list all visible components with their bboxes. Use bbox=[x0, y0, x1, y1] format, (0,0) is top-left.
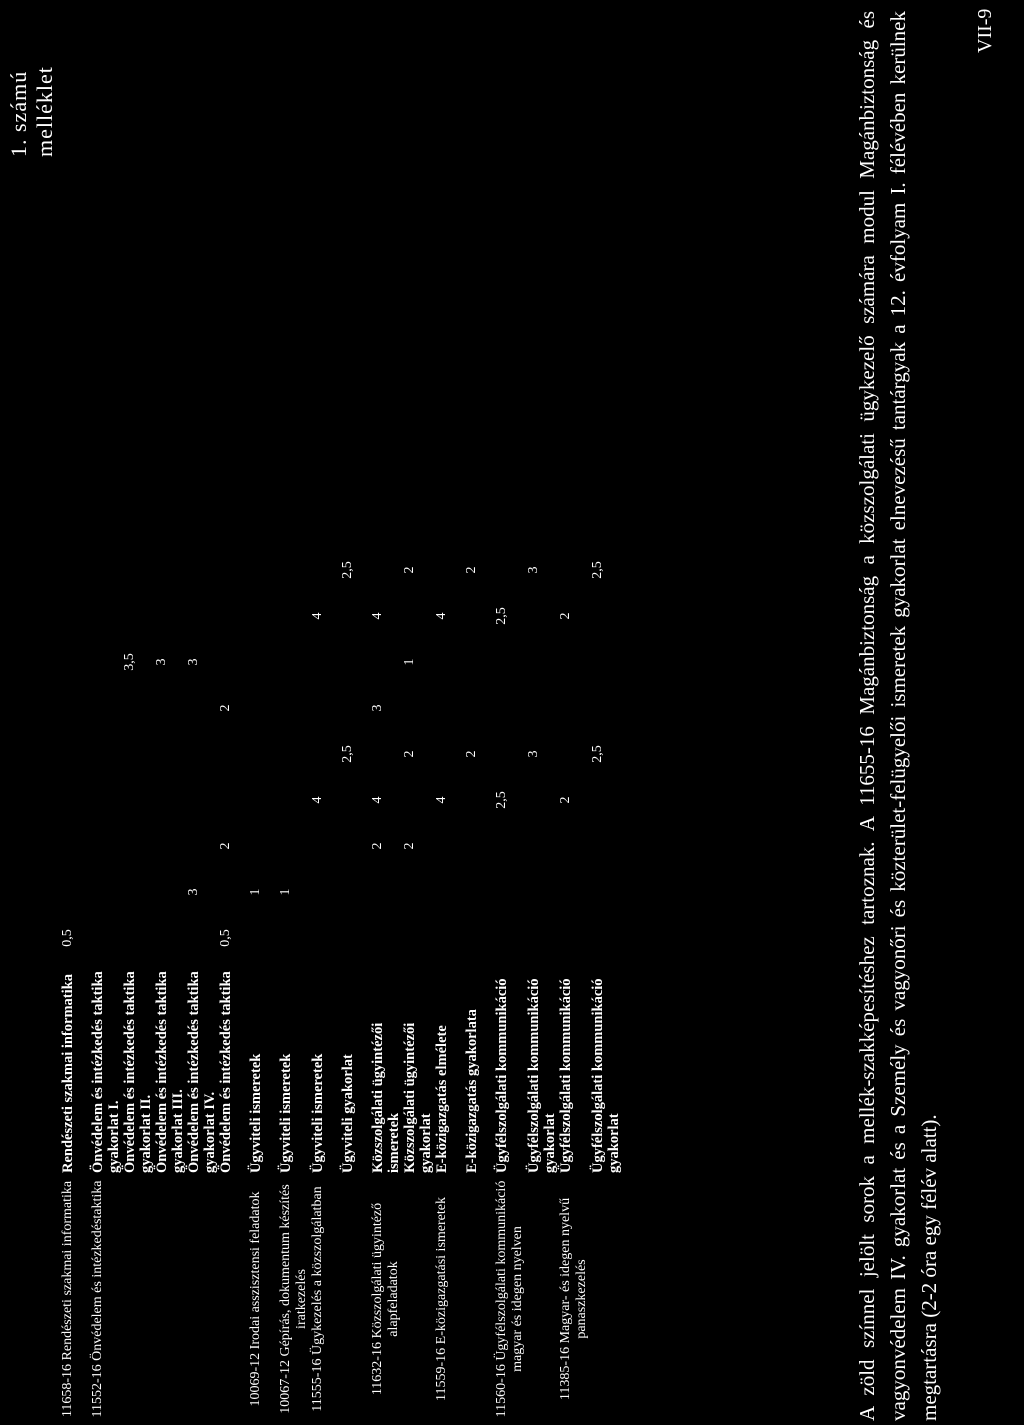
hours-cell bbox=[186, 547, 218, 593]
hours-cell bbox=[60, 593, 90, 639]
module-cell bbox=[402, 1173, 434, 1425]
hours-cell bbox=[60, 547, 90, 593]
hours-cell: 2 bbox=[402, 566, 417, 574]
hours-cell bbox=[90, 731, 122, 777]
hours-cell bbox=[434, 547, 464, 593]
hours-cell bbox=[494, 501, 526, 547]
hours-cell bbox=[248, 685, 278, 731]
module-cell bbox=[186, 1173, 218, 1425]
module-cell: 11632-16 Közszolgálati ügyintéző alapfeladatok bbox=[370, 1202, 401, 1396]
hours-cell bbox=[434, 501, 464, 547]
hours-cell bbox=[370, 501, 402, 547]
table-row bbox=[60, 501, 90, 1425]
hours-cell bbox=[60, 639, 90, 685]
hours-cell bbox=[218, 501, 248, 547]
hours-cell bbox=[278, 547, 310, 593]
hours-cell bbox=[590, 777, 622, 823]
module-cell bbox=[590, 1173, 622, 1425]
hours-cell: 2 bbox=[558, 796, 573, 804]
hours-cell bbox=[186, 823, 218, 869]
hours-cell bbox=[464, 915, 494, 961]
hours-cell bbox=[248, 915, 278, 961]
module-cell: 10069-12 Irodai asszisztensi feladatok bbox=[248, 1191, 263, 1407]
hours-cell bbox=[526, 593, 558, 639]
module-cell: 11560-16 Ügyfélszolgálati kommunikáció magyar és idegen nyelven bbox=[494, 1180, 525, 1418]
hours-cell bbox=[278, 501, 310, 547]
hours-cell bbox=[310, 685, 340, 731]
hours-cell bbox=[370, 639, 402, 685]
hours-cell: 3 bbox=[154, 658, 169, 666]
hours-cell bbox=[464, 501, 494, 547]
hours-cell bbox=[526, 823, 558, 869]
hours-cell bbox=[122, 915, 154, 961]
table-row bbox=[154, 501, 186, 1425]
hours-cell bbox=[402, 685, 434, 731]
subject-cell: Ügyfélszolgálati kommunikáció bbox=[558, 978, 574, 1173]
hours-cell bbox=[122, 777, 154, 823]
hours-cell bbox=[154, 823, 186, 869]
subject-cell: Ügyviteli ismeretek bbox=[310, 1053, 326, 1173]
hours-cell: 3 bbox=[526, 566, 541, 574]
hours-cell: 2,5 bbox=[340, 745, 355, 763]
hours-cell bbox=[154, 685, 186, 731]
hours-cell bbox=[154, 777, 186, 823]
hours-cell bbox=[558, 731, 590, 777]
table-row bbox=[434, 501, 464, 1425]
subject-cell: Önvédelem és intézkedés taktika gyakorlat III. bbox=[154, 971, 186, 1173]
hours-cell bbox=[122, 547, 154, 593]
module-cell: 11385-16 Magyar- és idegen nyelvű panaszkezelés bbox=[558, 1197, 589, 1401]
table-row bbox=[248, 501, 278, 1425]
hours-cell bbox=[494, 915, 526, 961]
hours-cell bbox=[122, 685, 154, 731]
subject-cell: Önvédelem és intézkedés taktika gyakorlat IV. bbox=[186, 971, 218, 1173]
hours-cell bbox=[340, 685, 370, 731]
hours-cell: 2 bbox=[218, 842, 233, 850]
table-row bbox=[558, 501, 590, 1425]
hours-cell: 4 bbox=[370, 612, 385, 620]
table-row bbox=[464, 501, 494, 1425]
hours-cell bbox=[218, 547, 248, 593]
hours-cell: 2,5 bbox=[494, 607, 509, 625]
hours-cell bbox=[340, 915, 370, 961]
hours-cell bbox=[370, 915, 402, 961]
hours-cell bbox=[310, 639, 340, 685]
hours-cell bbox=[248, 731, 278, 777]
hours-cell bbox=[370, 869, 402, 915]
hours-cell bbox=[464, 685, 494, 731]
module-cell bbox=[122, 1173, 154, 1425]
hours-cell bbox=[310, 731, 340, 777]
hours-cell bbox=[154, 593, 186, 639]
hours-cell bbox=[278, 685, 310, 731]
hours-cell: 4 bbox=[310, 612, 325, 620]
hours-cell bbox=[186, 915, 218, 961]
hours-cell bbox=[248, 501, 278, 547]
hours-cell bbox=[154, 869, 186, 915]
table-row bbox=[526, 501, 558, 1425]
hours-cell bbox=[60, 501, 90, 547]
hours-cell bbox=[278, 593, 310, 639]
hours-cell bbox=[434, 823, 464, 869]
hours-cell: 1 bbox=[278, 888, 293, 896]
hours-cell bbox=[60, 731, 90, 777]
hours-cell bbox=[558, 639, 590, 685]
hours-cell: 4 bbox=[434, 612, 449, 620]
hours-cell bbox=[402, 869, 434, 915]
hours-cell bbox=[122, 869, 154, 915]
hours-cell: 2,5 bbox=[590, 745, 605, 763]
subject-cell: Önvédelem és intézkedés taktika bbox=[218, 971, 234, 1173]
module-cell bbox=[218, 1173, 248, 1425]
subject-cell: Rendészeti szakmai informatika bbox=[60, 974, 76, 1173]
hours-cell bbox=[434, 731, 464, 777]
hours-cell bbox=[434, 915, 464, 961]
hours-cell bbox=[310, 547, 340, 593]
hours-cell bbox=[90, 501, 122, 547]
hours-cell bbox=[464, 639, 494, 685]
hours-cell bbox=[402, 777, 434, 823]
hours-cell bbox=[370, 547, 402, 593]
hours-cell bbox=[248, 547, 278, 593]
hours-cell bbox=[90, 685, 122, 731]
table-row bbox=[340, 501, 370, 1425]
hours-cell bbox=[402, 501, 434, 547]
hours-cell bbox=[310, 915, 340, 961]
hours-cell bbox=[186, 777, 218, 823]
hours-cell bbox=[90, 823, 122, 869]
hours-cell bbox=[278, 639, 310, 685]
footnote: A zöld színnel jelölt sorok a mellék-szakképesítéshez tartoznak. A 11655-16 Magánbiztonság a közszolgálati ügykezelő számára modul Magánbiztonság és vagyonvédelem IV. gyakorlat és a Személy és vagyonőri és közterület-felügyelői ismeretek gyakorlat elnevezésű tantárgyak a 12. évfolyam I. félévében kerülnek megtartásra (2-2 óra egy félév alatt). bbox=[855, 11, 941, 1421]
hours-cell bbox=[218, 777, 248, 823]
hours-cell bbox=[526, 501, 558, 547]
hours-cell: 4 bbox=[370, 796, 385, 804]
hours-cell bbox=[154, 731, 186, 777]
hours-cell bbox=[186, 593, 218, 639]
curriculum-table bbox=[60, 501, 622, 1425]
hours-cell bbox=[90, 777, 122, 823]
hours-cell: 2 bbox=[218, 704, 233, 712]
subject-cell: Ügyfélszolgálati kommunikáció gyakorlat bbox=[526, 978, 558, 1173]
hours-cell: 0,5 bbox=[60, 929, 75, 947]
hours-cell bbox=[60, 777, 90, 823]
hours-cell bbox=[60, 823, 90, 869]
hours-cell bbox=[248, 593, 278, 639]
table-row bbox=[278, 501, 310, 1425]
hours-cell bbox=[590, 639, 622, 685]
hours-cell bbox=[340, 777, 370, 823]
hours-cell bbox=[494, 547, 526, 593]
module-cell: 11552-16 Önvédelem és intézkedéstaktika bbox=[90, 1180, 105, 1418]
hours-cell bbox=[340, 869, 370, 915]
hours-cell: 2,5 bbox=[340, 561, 355, 579]
table-row bbox=[90, 501, 122, 1425]
hours-cell bbox=[340, 823, 370, 869]
hours-cell bbox=[590, 869, 622, 915]
hours-cell bbox=[526, 777, 558, 823]
hours-cell bbox=[526, 639, 558, 685]
table-row bbox=[122, 501, 154, 1425]
table-body bbox=[60, 501, 622, 1425]
hours-cell bbox=[154, 501, 186, 547]
hours-cell bbox=[90, 593, 122, 639]
hours-cell bbox=[590, 593, 622, 639]
hours-cell: 3 bbox=[370, 704, 385, 712]
module-cell: 11555-16 Ügykezelés a közszolgálatban bbox=[310, 1186, 325, 1412]
hours-cell bbox=[526, 915, 558, 961]
hours-cell bbox=[278, 823, 310, 869]
hours-cell bbox=[122, 501, 154, 547]
page-number: VII-9 bbox=[974, 8, 996, 53]
hours-cell bbox=[218, 593, 248, 639]
hours-cell bbox=[278, 915, 310, 961]
hours-cell bbox=[494, 639, 526, 685]
hours-cell bbox=[558, 869, 590, 915]
hours-cell: 3 bbox=[186, 888, 201, 896]
hours-cell bbox=[122, 731, 154, 777]
hours-cell bbox=[310, 501, 340, 547]
hours-cell: 3 bbox=[186, 658, 201, 666]
hours-cell bbox=[340, 639, 370, 685]
module-cell: 11658-16 Rendészeti szakmai informatika bbox=[60, 1180, 75, 1418]
hours-cell: 1 bbox=[248, 888, 263, 896]
hours-cell bbox=[122, 823, 154, 869]
hours-cell: 3 bbox=[526, 750, 541, 758]
hours-cell bbox=[340, 501, 370, 547]
hours-cell bbox=[464, 777, 494, 823]
hours-cell: 2 bbox=[558, 612, 573, 620]
annex-label: 1. számú melléklet bbox=[6, 66, 57, 157]
hours-cell bbox=[526, 685, 558, 731]
hours-cell bbox=[248, 777, 278, 823]
hours-cell bbox=[186, 501, 218, 547]
table-row bbox=[186, 501, 218, 1425]
hours-cell bbox=[218, 869, 248, 915]
hours-cell: 2 bbox=[402, 842, 417, 850]
hours-cell bbox=[90, 869, 122, 915]
table-row bbox=[590, 501, 622, 1425]
module-cell bbox=[154, 1173, 186, 1425]
module-cell bbox=[340, 1173, 370, 1425]
subject-cell: Ügyviteli gyakorlat bbox=[340, 1054, 356, 1173]
subject-cell: Ügyviteli ismeretek bbox=[248, 1053, 264, 1173]
subject-cell: Ügyviteli ismeretek bbox=[278, 1053, 294, 1173]
hours-cell bbox=[494, 869, 526, 915]
hours-cell: 1 bbox=[402, 658, 417, 666]
hours-cell bbox=[310, 869, 340, 915]
subject-cell: Önvédelem és intézkedés taktika gyakorlat I. bbox=[90, 971, 122, 1173]
hours-cell bbox=[526, 869, 558, 915]
hours-cell bbox=[434, 685, 464, 731]
table-row bbox=[494, 501, 526, 1425]
table-row bbox=[370, 501, 402, 1425]
hours-cell bbox=[340, 593, 370, 639]
hours-cell: 2 bbox=[464, 566, 479, 574]
hours-cell bbox=[186, 731, 218, 777]
hours-cell: 4 bbox=[434, 796, 449, 804]
hours-cell: 0,5 bbox=[218, 929, 233, 947]
hours-cell bbox=[60, 869, 90, 915]
subject-cell: E-közigazgatás elmélete bbox=[434, 1025, 450, 1173]
table-row bbox=[402, 501, 434, 1425]
module-cell bbox=[464, 1173, 494, 1425]
hours-cell bbox=[90, 915, 122, 961]
module-cell bbox=[526, 1173, 558, 1425]
hours-cell bbox=[590, 685, 622, 731]
hours-cell bbox=[434, 869, 464, 915]
hours-cell bbox=[370, 731, 402, 777]
hours-cell: 2,5 bbox=[590, 561, 605, 579]
hours-cell bbox=[494, 731, 526, 777]
subject-cell: Ügyfélszolgálati kommunikáció gyakorlat bbox=[590, 978, 622, 1173]
hours-cell bbox=[154, 915, 186, 961]
hours-cell bbox=[278, 777, 310, 823]
hours-cell bbox=[590, 915, 622, 961]
subject-cell: Önvédelem és intézkedés taktika gyakorlat II. bbox=[122, 971, 154, 1173]
hours-cell bbox=[248, 823, 278, 869]
subject-cell: Közszolgálati ügyintézői ismeretek bbox=[370, 1022, 402, 1173]
hours-cell bbox=[464, 869, 494, 915]
hours-cell bbox=[218, 731, 248, 777]
hours-cell bbox=[590, 501, 622, 547]
hours-cell: 2 bbox=[402, 750, 417, 758]
hours-cell bbox=[434, 639, 464, 685]
hours-cell bbox=[494, 685, 526, 731]
subject-cell: Ügyfélszolgálati kommunikáció bbox=[494, 978, 510, 1173]
hours-cell: 2 bbox=[370, 842, 385, 850]
hours-cell bbox=[122, 593, 154, 639]
hours-cell bbox=[464, 593, 494, 639]
hours-cell bbox=[310, 823, 340, 869]
hours-cell bbox=[218, 639, 248, 685]
hours-cell: 4 bbox=[310, 796, 325, 804]
hours-cell bbox=[558, 915, 590, 961]
hours-cell bbox=[558, 501, 590, 547]
hours-cell bbox=[558, 685, 590, 731]
hours-cell bbox=[90, 639, 122, 685]
hours-cell bbox=[186, 685, 218, 731]
module-cell: 10067-12 Gépírás, dokumentum készítés iratkezelés bbox=[278, 1184, 309, 1414]
hours-cell bbox=[558, 547, 590, 593]
hours-cell bbox=[464, 823, 494, 869]
hours-cell bbox=[558, 823, 590, 869]
hours-cell bbox=[402, 915, 434, 961]
hours-cell bbox=[402, 593, 434, 639]
hours-cell bbox=[248, 639, 278, 685]
hours-cell: 2 bbox=[464, 750, 479, 758]
hours-cell: 3,5 bbox=[122, 653, 137, 671]
table-row bbox=[310, 501, 340, 1425]
hours-cell bbox=[154, 547, 186, 593]
hours-cell: 2,5 bbox=[494, 791, 509, 809]
hours-cell bbox=[60, 685, 90, 731]
hours-cell bbox=[494, 823, 526, 869]
hours-cell bbox=[590, 823, 622, 869]
module-cell: 11559-16 E-közigazgatási ismeretek bbox=[434, 1197, 449, 1401]
subject-cell: E-közigazgatás gyakorlata bbox=[464, 1009, 480, 1173]
hours-cell bbox=[278, 731, 310, 777]
hours-cell bbox=[90, 547, 122, 593]
subject-cell: Közszolgálati ügyintézői gyakorlat bbox=[402, 1022, 434, 1173]
table-row bbox=[218, 501, 248, 1425]
